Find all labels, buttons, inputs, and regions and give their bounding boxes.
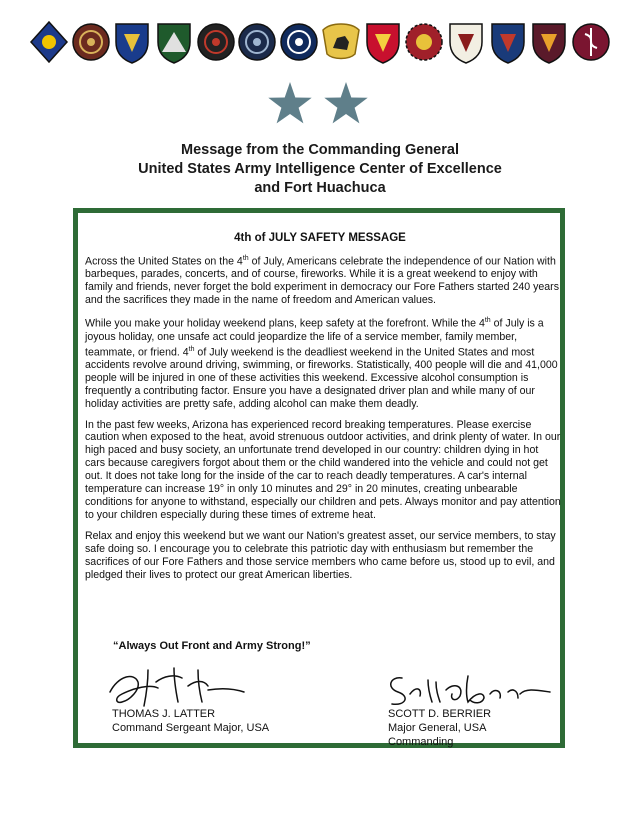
shield-insignia-icon	[488, 20, 528, 64]
round-seal-insignia-icon	[71, 20, 111, 64]
left-signatory-title: Command Sergeant Major, USA	[112, 722, 270, 734]
shield-insignia-icon	[112, 20, 152, 64]
right-signatory-role: Commanding	[388, 736, 454, 748]
mountain-insignia-icon	[154, 20, 194, 64]
shield-insignia-icon	[529, 20, 569, 64]
motto: “Always Out Front and Army Strong!”	[113, 640, 311, 652]
buffalo-soldier-insignia-icon	[321, 20, 361, 64]
round-seal-insignia-icon	[196, 20, 236, 64]
caduceus-insignia-icon	[571, 20, 611, 64]
star-icon	[324, 82, 367, 123]
right-signatory-name: SCOTT D. BERRIER	[388, 708, 492, 720]
left-signature-block	[112, 707, 269, 735]
eagle-seal-insignia-icon	[279, 20, 319, 64]
left-signatory-name: THOMAS J. LATTER	[112, 708, 216, 720]
signature-berrier	[380, 666, 555, 708]
message-body	[85, 253, 561, 589]
message-title: 4th of JULY SAFETY MESSAGE	[234, 232, 406, 244]
right-signatory-title: Major General, USA	[388, 722, 487, 734]
star-icon	[268, 82, 311, 123]
signature-latter	[104, 662, 254, 710]
header-line-3: and Fort Huachuca	[254, 180, 386, 196]
unit-insignia-row	[28, 20, 612, 70]
message-paragraph-1: Across the United States on the 4th of July, Americans celebrate the independence of our Nation with barbeques, parades, concerts, and of course, fireworks. While it is a great weekend to enjoy with family and friends, never forget the bold experiment in democracy our Fore Fathers started 240 years and the sacrifices they made in the name of freedom and American values.	[85, 255, 560, 307]
message-paragraph-3: In the past few weeks, Arizona has experienced record breaking temperatures. Please exercise caution when exposed to the heat, avoid strenuous outdoor activities, and drink plenty of water. In our high paced and busy society, an unfortunate trend developed in our country: children dying in hot cars because caregivers forgot about them or the child wandered into the vehicle and could not get out. It does not take long for the inside of the car to reach deadly temperatures. A car's internal temperature can increase 19° in only 10 minutes and 29° in 20 minutes, creating unbearable conditions for anyone to withstand, especially our children and pets. Always monitor and pay attention to your children especially during these times of extreme heat.	[85, 418, 561, 521]
right-signature-block	[388, 707, 491, 749]
shield-insignia-icon	[446, 20, 486, 64]
message-paragraph-4: Relax and enjoy this weekend but we want our Nation's greatest asset, our service members, to stay safe doing so. I encourage you to celebrate this patriotic day with enthusiasm but remember the sacrifices of our Fore Fathers and those service members who came before us, stood up to evil, and pledged their lives to protect our great American liberties.	[85, 529, 556, 581]
shield-insignia-icon	[363, 20, 403, 64]
two-star-rank-icon	[266, 80, 374, 128]
header-line-1: Message from the Commanding General	[181, 142, 459, 158]
message-paragraph-2: While you make your holiday weekend plans, keep safety at the forefront. While the 4th of July is a joyous holiday, one unsafe act could jeopardize the life of a service member, family member, teammate, or friend. 4th of July weekend is the deadliest weekend in the United States and most accidents revolve around driving, swimming, or fireworks. Statistically, 400 people will die and 41,000 people will be injured in one of these activities this weekend. Excessive alcohol consumption is frequently a contributing factor. Ensure you have a designated driver plan and while many of our holiday activities are pretty safe, adding alcohol can make them deadly.	[85, 317, 558, 410]
header-line-2: United States Army Intelligence Center of Excellence	[138, 161, 502, 177]
diamond-shield-insignia-icon	[29, 20, 69, 64]
cog-insignia-icon	[404, 20, 444, 64]
letter-header	[0, 141, 640, 198]
round-seal-insignia-icon	[237, 20, 277, 64]
